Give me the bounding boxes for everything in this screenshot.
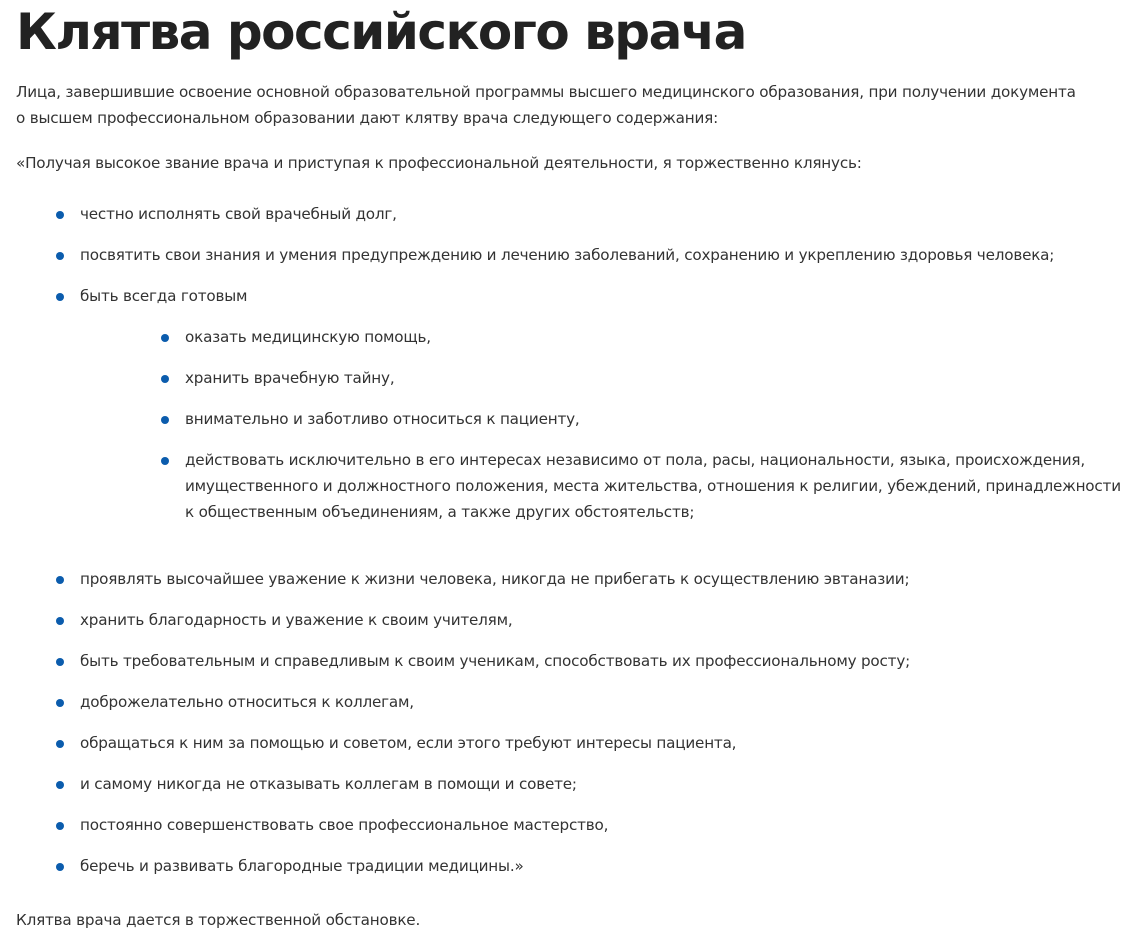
list-item-text: честно исполнять свой врачебный долг, [80,205,397,223]
sub-list-item-text: оказать медицинскую помощь, [185,328,431,346]
bullet-icon [56,211,64,219]
sub-list-item-line-3: к общественным объединениям, а также других обстоятельств; [185,503,695,521]
list-item-text: беречь и развивать благородные традиции медицины.» [80,857,524,875]
list-item-text: хранить благодарность и уважение к своим учителям, [80,611,513,629]
list-item-text: быть всегда готовым [80,287,248,305]
bullet-icon [161,375,169,383]
list-item-text: и самому никогда не отказывать коллегам в помощи и совете; [80,775,577,793]
bullet-icon [161,416,169,424]
bullet-icon [56,617,64,625]
oath-opening: «Получая высокое звание врача и приступая к профессиональной деятельности, я торжественно клянусь: [16,154,862,172]
bullet-icon [56,658,64,666]
bullet-icon [56,822,64,830]
list-item-text: обращаться к ним за помощью и советом, если этого требуют интересы пациента, [80,734,737,752]
list-item-text: доброжелательно относиться к коллегам, [80,693,414,711]
bullet-icon [56,863,64,871]
list-item-text: проявлять высочайшее уважение к жизни человека, никогда не прибегать к осуществлению эвтаназии; [80,570,910,588]
list-item-text: постоянно совершенствовать свое профессиональное мастерство, [80,816,609,834]
page-title: Клятва российского врача [16,3,746,61]
bullet-icon [56,781,64,789]
sub-list-item-text [185,447,1121,525]
sub-list-item-line-1: действовать исключительно в его интересах независимо от пола, расы, национальности, языка, происхождения, [185,451,1085,469]
closing-paragraph: Клятва врача дается в торжественной обстановке. [16,911,421,929]
sub-list-item-line-2: имущественного и должностного положения, места жительства, отношения к религии, убеждений, принадлежности [185,477,1121,495]
sub-list-item-text: внимательно и заботливо относиться к пациенту, [185,410,580,428]
bullet-icon [56,293,64,301]
intro-line-2: о высшем профессиональном образовании дают клятву врача следующего содержания: [16,109,719,127]
sub-list-item-text: хранить врачебную тайну, [185,369,395,387]
intro-paragraph [16,79,1106,131]
list-item-text: быть требовательным и справедливым к своим ученикам, способствовать их профессиональному росту; [80,652,911,670]
bullet-icon [56,699,64,707]
bullet-icon [161,457,169,465]
list-item-text: посвятить свои знания и умения предупреждению и лечению заболеваний, сохранению и укреплению здоровья человека; [80,246,1055,264]
bullet-icon [161,334,169,342]
bullet-icon [56,252,64,260]
bullet-icon [56,740,64,748]
intro-line-1: Лица, завершившие освоение основной образовательной программы высшего медицинского образования, при получении документа [16,83,1076,101]
bullet-icon [56,576,64,584]
